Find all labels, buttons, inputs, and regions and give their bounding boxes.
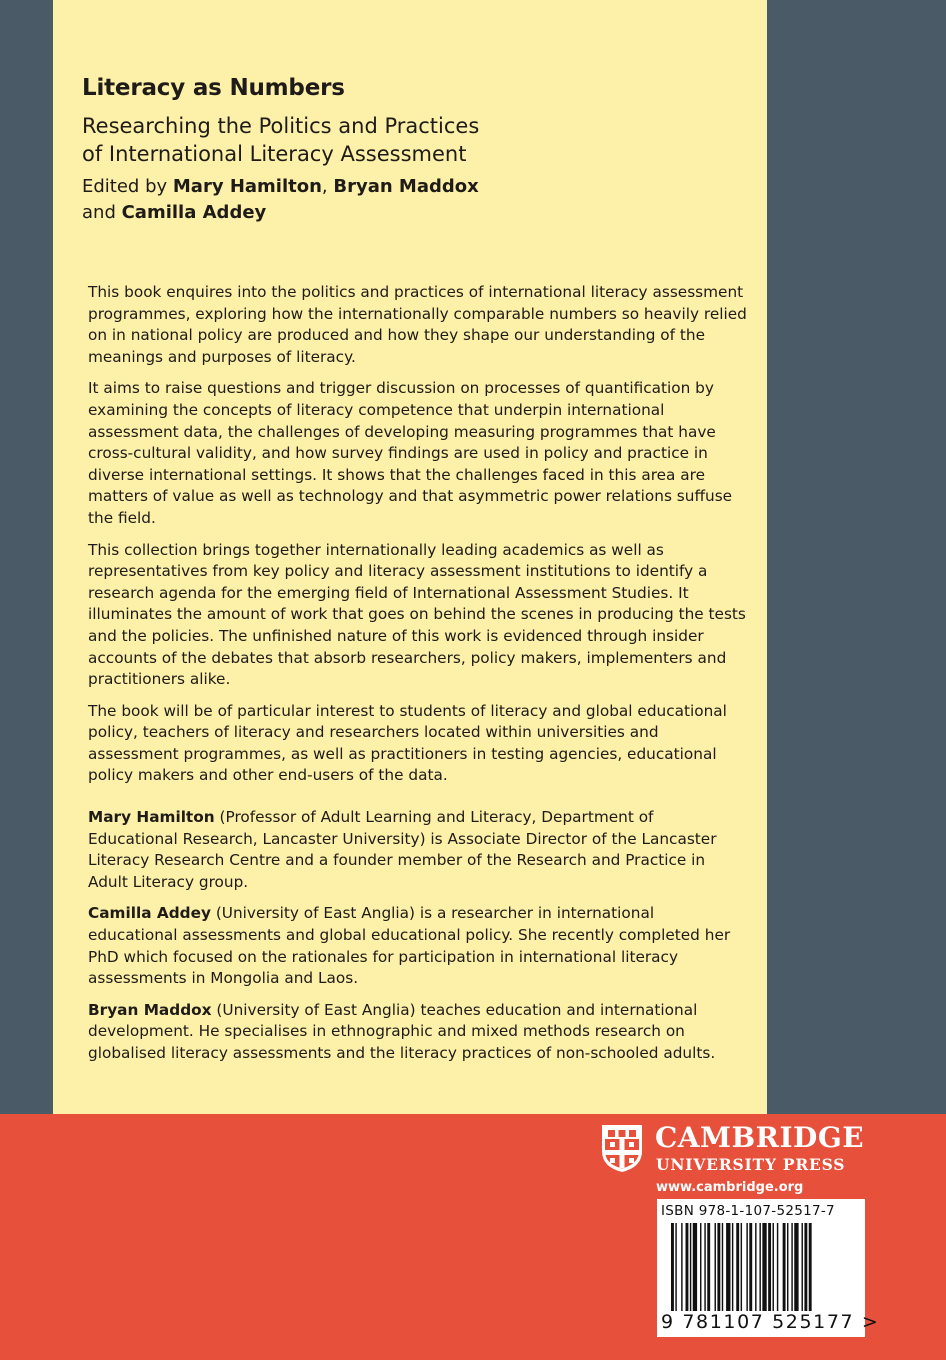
description-paragraph: It aims to raise questions and trigger discussion on processes of quantification by examining the concepts of literacy competence that underpin international assessment data, the challenges of developing measuring programmes that have cross-cultural validity, and how survey findings are used in policy and practice in diverse international settings. It shows that the challenges faced in this area are matters of value as well as technology and that asymmetric power relations suffuse the field. [88, 379, 733, 527]
bio-name: Mary Hamilton [88, 808, 215, 826]
barcode-bar [804, 1223, 807, 1311]
barcode-bar [809, 1223, 812, 1311]
barcode-bars [671, 1223, 855, 1311]
cambridge-crest-icon [600, 1123, 644, 1173]
bio-name: Bryan Maddox [88, 1000, 212, 1019]
subtitle-line-1: Researching the Politics and Practices [82, 114, 480, 138]
description-paragraph: This book enquires into the politics and practices of international literacy assessment programmes, exploring how the internationally comparable numbers so heavily relied on in national policy are produced and how they shape our understanding of the meanings and purposes of literacy. [88, 283, 747, 366]
barcode-bar [715, 1223, 716, 1311]
bio-text: (University of East Anglia) is a researcher in international educational assessments and global educational policy. She recently completed her PhD which focused on the rationales for participation in international literacy assessments in Mongolia and Laos. [88, 904, 731, 988]
barcode-bar [736, 1223, 739, 1311]
book-title: Literacy as Numbers [82, 75, 345, 101]
barcode-bar [773, 1223, 774, 1311]
barcode-bar [794, 1223, 798, 1311]
description-paragraph: This collection brings together internationally leading academics as well as representatives from key policy and literacy assessment institutions to identify a research agenda for the emerging field of International Assessment Studies. It illuminates the amount of work that goes on behind the scenes in producing the tests and the policies. The unfinished nature of this work is evidenced through insider accounts of the debates that absorb researchers, policy makers, implementers and practitioners alike. [88, 540, 746, 689]
barcode-bar [675, 1223, 676, 1311]
barcode-bar [746, 1223, 747, 1311]
editor-name-2: Bryan Maddox [333, 176, 479, 197]
barcode-bar [726, 1223, 730, 1311]
editor-name-1: Mary Hamilton [172, 176, 322, 197]
bio-text: (University of East Anglia) teaches education and international development. He specialises in ethnographic and mixed methods research on globalised literacy assessments and the literacy practices of non-schooled adults. [88, 1000, 716, 1062]
editor-and: and [82, 202, 122, 223]
barcode-bar [791, 1223, 792, 1311]
bio-text: (Professor of Adult Learning and Literacy, Department of Educational Research, Lancaster University) is Associate Director of the Lancaster Literacy Research Centre and a founder member of the Research and Practice in Adult Literacy group. [88, 808, 717, 891]
barcode-bar [707, 1223, 710, 1311]
barcode-bar [722, 1223, 723, 1311]
description-paragraph: The book will be of particular interest to students of literacy and global educational policy, teachers of literacy and researchers located within universities and assessment programmes, as well as practitioners in testing agencies, educational policy makers and other end-users of the data. [88, 701, 727, 785]
barcode-bar [802, 1223, 803, 1311]
barcode-bar [777, 1223, 778, 1311]
editors-line [82, 174, 682, 226]
publisher-url[interactable]: www.cambridge.org [656, 1180, 804, 1195]
author-bios [88, 807, 748, 1075]
book-description [88, 282, 748, 797]
publisher-name: CAMBRIDGE [655, 1121, 865, 1154]
bio-name: Camilla Addey [88, 904, 211, 923]
barcode-bar [755, 1223, 756, 1311]
barcode-bar [768, 1223, 771, 1311]
bio-mary-hamilton [88, 807, 748, 893]
barcode-bar [693, 1223, 697, 1311]
bio-camilla-addey [88, 903, 748, 989]
book-subtitle [82, 112, 682, 168]
editor-separator: , [321, 176, 334, 197]
barcode-bar [704, 1223, 705, 1311]
barcode-bar [717, 1223, 720, 1311]
barcode-bar [759, 1223, 760, 1311]
bio-bryan-maddox [88, 1000, 748, 1065]
editors-prefix: Edited by [82, 176, 173, 197]
barcode-bar [787, 1223, 788, 1311]
barcode-bar [681, 1223, 682, 1311]
barcode-bar [783, 1223, 786, 1311]
barcode-bar [690, 1223, 691, 1311]
barcode-bar [762, 1223, 766, 1311]
barcode-bar [671, 1223, 674, 1311]
barcode-bar [749, 1223, 752, 1311]
barcode-digits: 9 781107 525177 > [661, 1311, 880, 1333]
subtitle-line-2: of International Literacy Assessment [82, 142, 467, 166]
publisher-subname: UNIVERSITY PRESS [656, 1155, 846, 1174]
barcode-bar [686, 1223, 689, 1311]
barcode-bar [741, 1223, 742, 1311]
barcode-box [657, 1199, 880, 1337]
barcode-bar [700, 1223, 701, 1311]
barcode-bar [732, 1223, 733, 1311]
editor-name-3: Camilla Addey [121, 202, 267, 223]
isbn-label: ISBN 978-1-107-52517-7 [661, 1203, 835, 1219]
